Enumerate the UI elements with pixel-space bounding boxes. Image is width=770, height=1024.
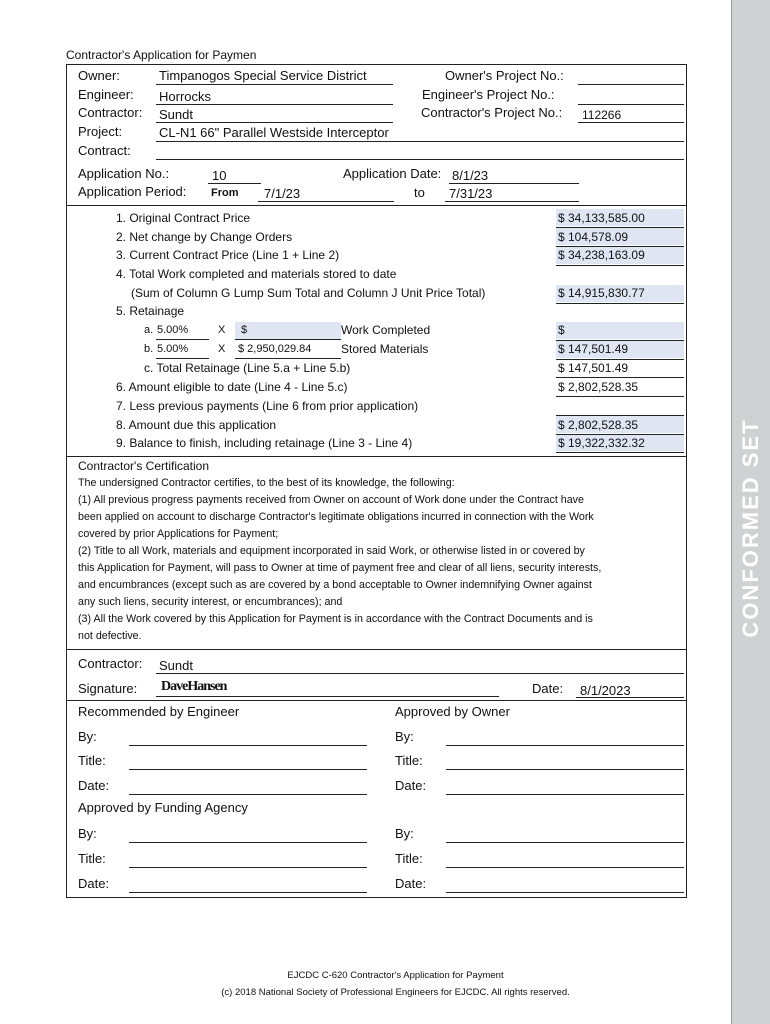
- line8-value: $ 2,802,528.35: [558, 418, 639, 432]
- certification-line: not defective.: [78, 630, 142, 642]
- certification-heading: Contractor's Certification: [78, 459, 210, 473]
- line5a-prefix: a.: [144, 324, 154, 336]
- engineer-by-label: By:: [78, 729, 97, 744]
- signoff-contractor-value: Sundt: [159, 658, 193, 673]
- engineer-project-label: Engineer's Project No.:: [422, 87, 555, 102]
- certification-line: been applied on account to discharge Contractor's legitimate obligations incurred in connection with the Work: [78, 511, 594, 523]
- owner-project-label: Owner's Project No.:: [445, 68, 564, 83]
- line8-label: 8. Amount due this application: [116, 418, 277, 432]
- project-value: CL-N1 66" Parallel Westside Interceptor: [159, 125, 389, 140]
- owner-title-label: Title:: [395, 753, 423, 768]
- funding-date-label: Date:: [78, 876, 110, 891]
- engineer-title-label: Title:: [78, 753, 106, 768]
- signature: DaveHansen: [161, 679, 227, 694]
- funding-agency-heading: Approved by Funding Agency: [78, 800, 248, 815]
- certification-line: any such liens, security interest, or encumbrances); and: [78, 596, 343, 608]
- line3-value: $ 34,238,163.09: [558, 248, 645, 262]
- line3-label: 3. Current Contract Price (Line 1 + Line 2): [116, 248, 340, 262]
- contractor-value: Sundt: [159, 107, 193, 122]
- line9-label: 9. Balance to finish, including retainage (Line 3 - Line 4): [116, 436, 413, 450]
- line5a-value: $: [558, 323, 565, 337]
- line1-label: 1. Original Contract Price: [116, 211, 251, 225]
- footer-copyright: (c) 2018 National Society of Professional Engineers for EJCDC. All rights reserved.: [221, 987, 570, 998]
- signoff-date-value: 8/1/2023: [580, 683, 631, 698]
- period-from-label: From: [211, 187, 239, 199]
- line5b-amount: $ 2,950,029.84: [238, 343, 312, 355]
- line5b-value: $ 147,501.49: [558, 342, 629, 356]
- line7-label: 7. Less previous payments (Line 6 from prior application): [116, 399, 419, 413]
- contractor-project-value: 112266: [582, 108, 622, 122]
- line6-value: $ 2,802,528.35: [558, 380, 639, 394]
- owner-label: Owner:: [78, 68, 120, 83]
- application-no-label: Application No.:: [78, 166, 170, 181]
- recommended-by-engineer-heading: Recommended by Engineer: [78, 704, 240, 719]
- period-to-label: to: [414, 185, 425, 200]
- funding2-by-label: By:: [395, 826, 414, 841]
- line4-label: 4. Total Work completed and materials stored to date: [116, 267, 397, 281]
- owner-value: Timpanogos Special Service District: [159, 68, 367, 83]
- line5c-label: c. Total Retainage (Line 5.a + Line 5.b): [144, 361, 351, 375]
- engineer-label: Engineer:: [78, 87, 134, 102]
- funding2-title-label: Title:: [395, 851, 423, 866]
- line5a-x: X: [218, 324, 226, 336]
- certification-line: covered by prior Applications for Payment;: [78, 528, 279, 540]
- signoff-contractor-label: Contractor:: [78, 656, 143, 671]
- line5-label: 5. Retainage: [116, 304, 185, 318]
- line4-value: $ 14,915,830.77: [558, 286, 645, 300]
- period-from-value: 7/1/23: [264, 186, 301, 201]
- line4-sublabel: (Sum of Column G Lump Sum Total and Column J Unit Price Total): [131, 286, 486, 300]
- funding2-date-label: Date:: [395, 876, 427, 891]
- certification-line: this Application for Payment, will pass to Owner at time of payment free and clear of all liens, security interests,: [78, 562, 602, 574]
- line2-value: $ 104,578.09: [558, 230, 629, 244]
- line9-value: $ 19,322,332.32: [558, 436, 645, 450]
- signoff-date-label: Date:: [532, 681, 564, 696]
- line5a-amount: $: [241, 324, 248, 336]
- line5b-x: X: [218, 343, 226, 355]
- line5b-pct: 5.00%: [157, 343, 189, 355]
- contract-label: Contract:: [78, 143, 131, 158]
- certification-line: (2) Title to all Work, materials and equipment incorporated in said Work, or otherwise listed in or covered by: [78, 545, 585, 557]
- application-date-value: 8/1/23: [452, 168, 489, 183]
- application-no-value: 10: [212, 168, 227, 183]
- line5a-label: Work Completed: [341, 323, 431, 337]
- certification-line: (3) All the Work covered by this Application for Payment is in accordance with the Contract Documents and is: [78, 613, 593, 625]
- owner-by-label: By:: [395, 729, 414, 744]
- signature-label: Signature:: [78, 681, 138, 696]
- line5c-value: $ 147,501.49: [558, 361, 629, 375]
- certification-line: The undersigned Contractor certifies, to the best of its knowledge, the following:: [78, 477, 455, 489]
- line5b-prefix: b.: [144, 343, 154, 355]
- funding-title-label: Title:: [78, 851, 106, 866]
- engineer-value: Horrocks: [159, 89, 212, 104]
- line5a-pct: 5.00%: [157, 324, 189, 336]
- footer-form-name: EJCDC C-620 Contractor's Application for Payment: [287, 970, 504, 981]
- project-label: Project:: [78, 124, 123, 139]
- line1-value: $ 34,133,585.00: [558, 211, 645, 225]
- line5b-label: Stored Materials: [341, 342, 429, 356]
- certification-line: (1) All previous progress payments received from Owner on account of Work done under the Contract have: [78, 494, 584, 506]
- line6-label: 6. Amount eligible to date (Line 4 - Line 5.c): [116, 380, 348, 394]
- funding-by-label: By:: [78, 826, 97, 841]
- engineer-date-label: Date:: [78, 778, 110, 793]
- owner-date-label: Date:: [395, 778, 427, 793]
- application-period-label: Application Period:: [78, 184, 187, 199]
- conformed-set-watermark: CONFORMED SET: [738, 418, 763, 638]
- contractor-project-label: Contractor's Project No.:: [421, 105, 563, 120]
- application-date-label: Application Date:: [343, 166, 442, 181]
- contractor-label: Contractor:: [78, 105, 143, 120]
- certification-line: and encumbrances (except such as are covered by a bond acceptable to Owner indemnifying Owner against: [78, 579, 592, 591]
- form-title: Contractor's Application for Paymen: [66, 48, 257, 62]
- line2-label: 2. Net change by Change Orders: [116, 230, 293, 244]
- period-to-value: 7/31/23: [449, 186, 493, 201]
- approved-by-owner-heading: Approved by Owner: [395, 704, 510, 719]
